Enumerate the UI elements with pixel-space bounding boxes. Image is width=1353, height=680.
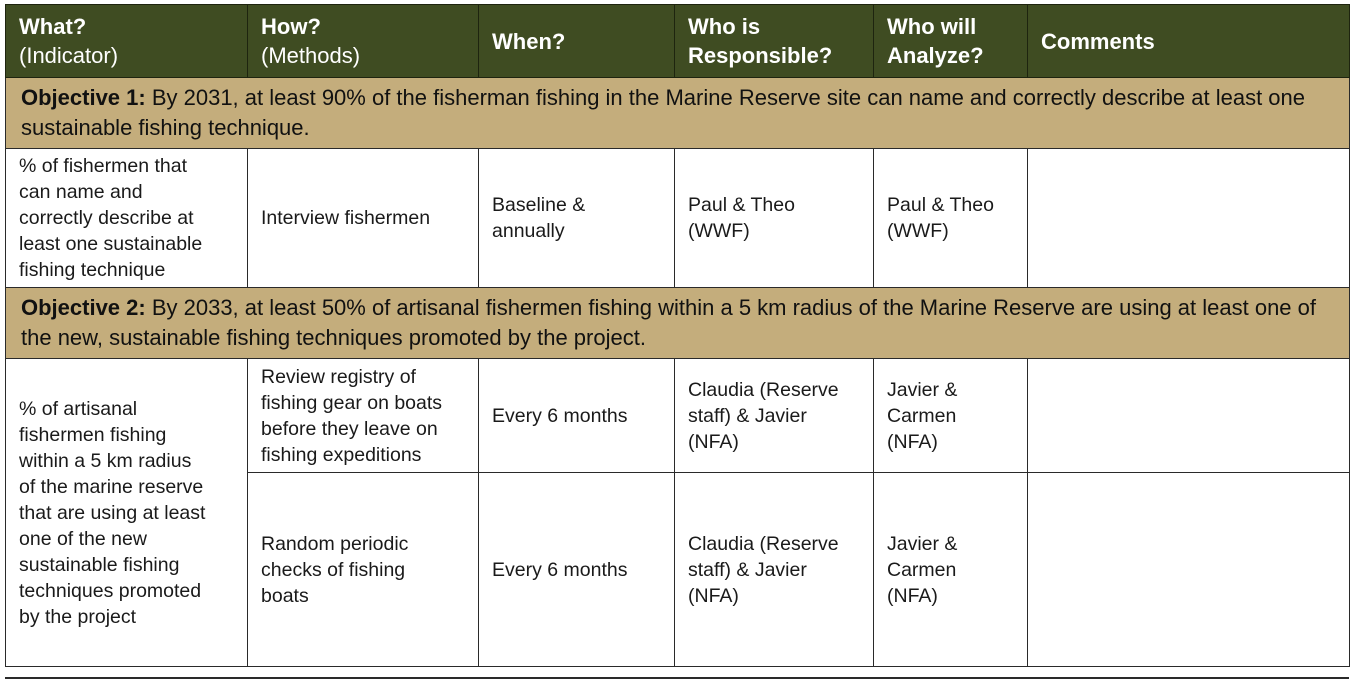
objective-1-row bbox=[6, 78, 1350, 149]
indicator-cell bbox=[6, 359, 248, 667]
cell-text-line: checks of fishing bbox=[261, 558, 406, 581]
method-cell bbox=[248, 359, 479, 473]
objective-1-text: By 2031, at least 90% of the fisherman fishing in the Marine Reserve site can name and correctly describe at least one sustainable fishing technique. bbox=[21, 85, 1306, 140]
responsible-cell bbox=[675, 473, 874, 667]
when-cell bbox=[479, 473, 675, 667]
cell-text-line: Interview fishermen bbox=[261, 207, 431, 229]
header-responsible-title: Who is Responsible? bbox=[688, 14, 833, 68]
cell-text-line: correctly describe at bbox=[19, 207, 194, 229]
objective-1-cell bbox=[6, 78, 1350, 149]
cell-text-line: (WWF) bbox=[887, 220, 949, 242]
cell-text-line: staff) & Javier bbox=[688, 404, 807, 427]
header-responsible bbox=[675, 5, 874, 78]
cell-text-line: sustainable fishing bbox=[19, 553, 180, 576]
analyze-cell bbox=[874, 359, 1028, 473]
monitoring-plan-table bbox=[5, 4, 1350, 667]
cell-text-line: can name and bbox=[19, 181, 143, 203]
cell-text-line: Baseline & bbox=[492, 194, 586, 216]
objective-2-cell bbox=[6, 288, 1350, 359]
cell-text-line: Every 6 months bbox=[492, 404, 628, 427]
header-when bbox=[479, 5, 675, 78]
cell-text-line: (WWF) bbox=[688, 220, 750, 242]
objective-2-label: Objective 2: bbox=[21, 295, 146, 320]
cell-text-line: Carmen bbox=[887, 404, 957, 427]
responsible-cell bbox=[675, 149, 874, 288]
header-when-title: When? bbox=[492, 28, 566, 54]
cell-text-line: Paul & Theo bbox=[887, 194, 994, 216]
responsible-cell bbox=[675, 359, 874, 473]
cell-text-line: Carmen bbox=[887, 558, 957, 581]
indicator-cell bbox=[6, 149, 248, 288]
when-cell bbox=[479, 149, 675, 288]
cell-text-line: techniques promoted bbox=[19, 579, 202, 602]
cell-text-line: one of the new bbox=[19, 527, 147, 550]
table-bottom-border bbox=[5, 677, 1349, 679]
cell-text-line: least one sustainable bbox=[19, 233, 203, 255]
cell-text-line: that are using at least bbox=[19, 501, 206, 524]
header-analyze-title: Who will Analyze? bbox=[887, 14, 984, 68]
header-methods bbox=[248, 5, 479, 78]
analyze-cell bbox=[874, 473, 1028, 667]
comments-cell bbox=[1028, 473, 1350, 667]
cell-text-line: (NFA) bbox=[887, 584, 938, 607]
cell-text-line: Every 6 months bbox=[492, 558, 628, 581]
cell-text-line: fishing expeditions bbox=[261, 443, 422, 466]
table-row bbox=[6, 149, 1350, 288]
method-cell bbox=[248, 149, 479, 288]
header-indicator-title: What? bbox=[19, 14, 87, 39]
cell-text-line: Random periodic bbox=[261, 532, 409, 555]
header-indicator bbox=[6, 5, 248, 78]
cell-text-line: Claudia (Reserve bbox=[688, 532, 839, 555]
cell-text-line: Claudia (Reserve bbox=[688, 378, 839, 401]
cell-text-line: % of artisanal bbox=[19, 397, 138, 420]
comments-cell bbox=[1028, 149, 1350, 288]
cell-text-line: annually bbox=[492, 220, 565, 242]
comments-cell bbox=[1028, 359, 1350, 473]
cell-text-line: (NFA) bbox=[688, 584, 739, 607]
cell-text-line: within a 5 km radius bbox=[19, 449, 192, 472]
objective-2-row bbox=[6, 288, 1350, 359]
header-row bbox=[6, 5, 1350, 78]
header-analyze bbox=[874, 5, 1028, 78]
objective-1-label: Objective 1: bbox=[21, 85, 146, 110]
header-indicator-subtitle: (Indicator) bbox=[19, 43, 119, 68]
table-row bbox=[6, 359, 1350, 473]
cell-text-line: of the marine reserve bbox=[19, 475, 204, 498]
cell-text-line: % of fishermen that bbox=[19, 155, 187, 177]
cell-text-line: staff) & Javier bbox=[688, 558, 807, 581]
header-methods-title: How? bbox=[261, 14, 321, 39]
cell-text-line: fishing technique bbox=[19, 259, 166, 281]
method-cell bbox=[248, 473, 479, 667]
cell-text-line: before they leave on bbox=[261, 417, 438, 440]
cell-text-line: Review registry of bbox=[261, 365, 416, 388]
header-comments bbox=[1028, 5, 1350, 78]
header-comments-title: Comments bbox=[1041, 28, 1155, 54]
cell-text-line: fishing gear on boats bbox=[261, 391, 443, 414]
cell-text-line: Paul & Theo bbox=[688, 194, 795, 216]
cell-text-line: fishermen fishing bbox=[19, 423, 167, 446]
cell-text-line: boats bbox=[261, 584, 309, 607]
cell-text-line: Javier & bbox=[887, 378, 958, 401]
analyze-cell bbox=[874, 149, 1028, 288]
when-cell bbox=[479, 359, 675, 473]
cell-text-line: by the project bbox=[19, 605, 137, 628]
cell-text-line: (NFA) bbox=[688, 430, 739, 453]
header-methods-subtitle: (Methods) bbox=[261, 43, 361, 68]
cell-text-line: Javier & bbox=[887, 532, 958, 555]
cell-text-line: (NFA) bbox=[887, 430, 938, 453]
objective-2-text: By 2033, at least 50% of artisanal fishermen fishing within a 5 km radius of the Marine Reserve are using at least one of the new, sustainable fishing techniques promoted by the project. bbox=[21, 295, 1317, 350]
